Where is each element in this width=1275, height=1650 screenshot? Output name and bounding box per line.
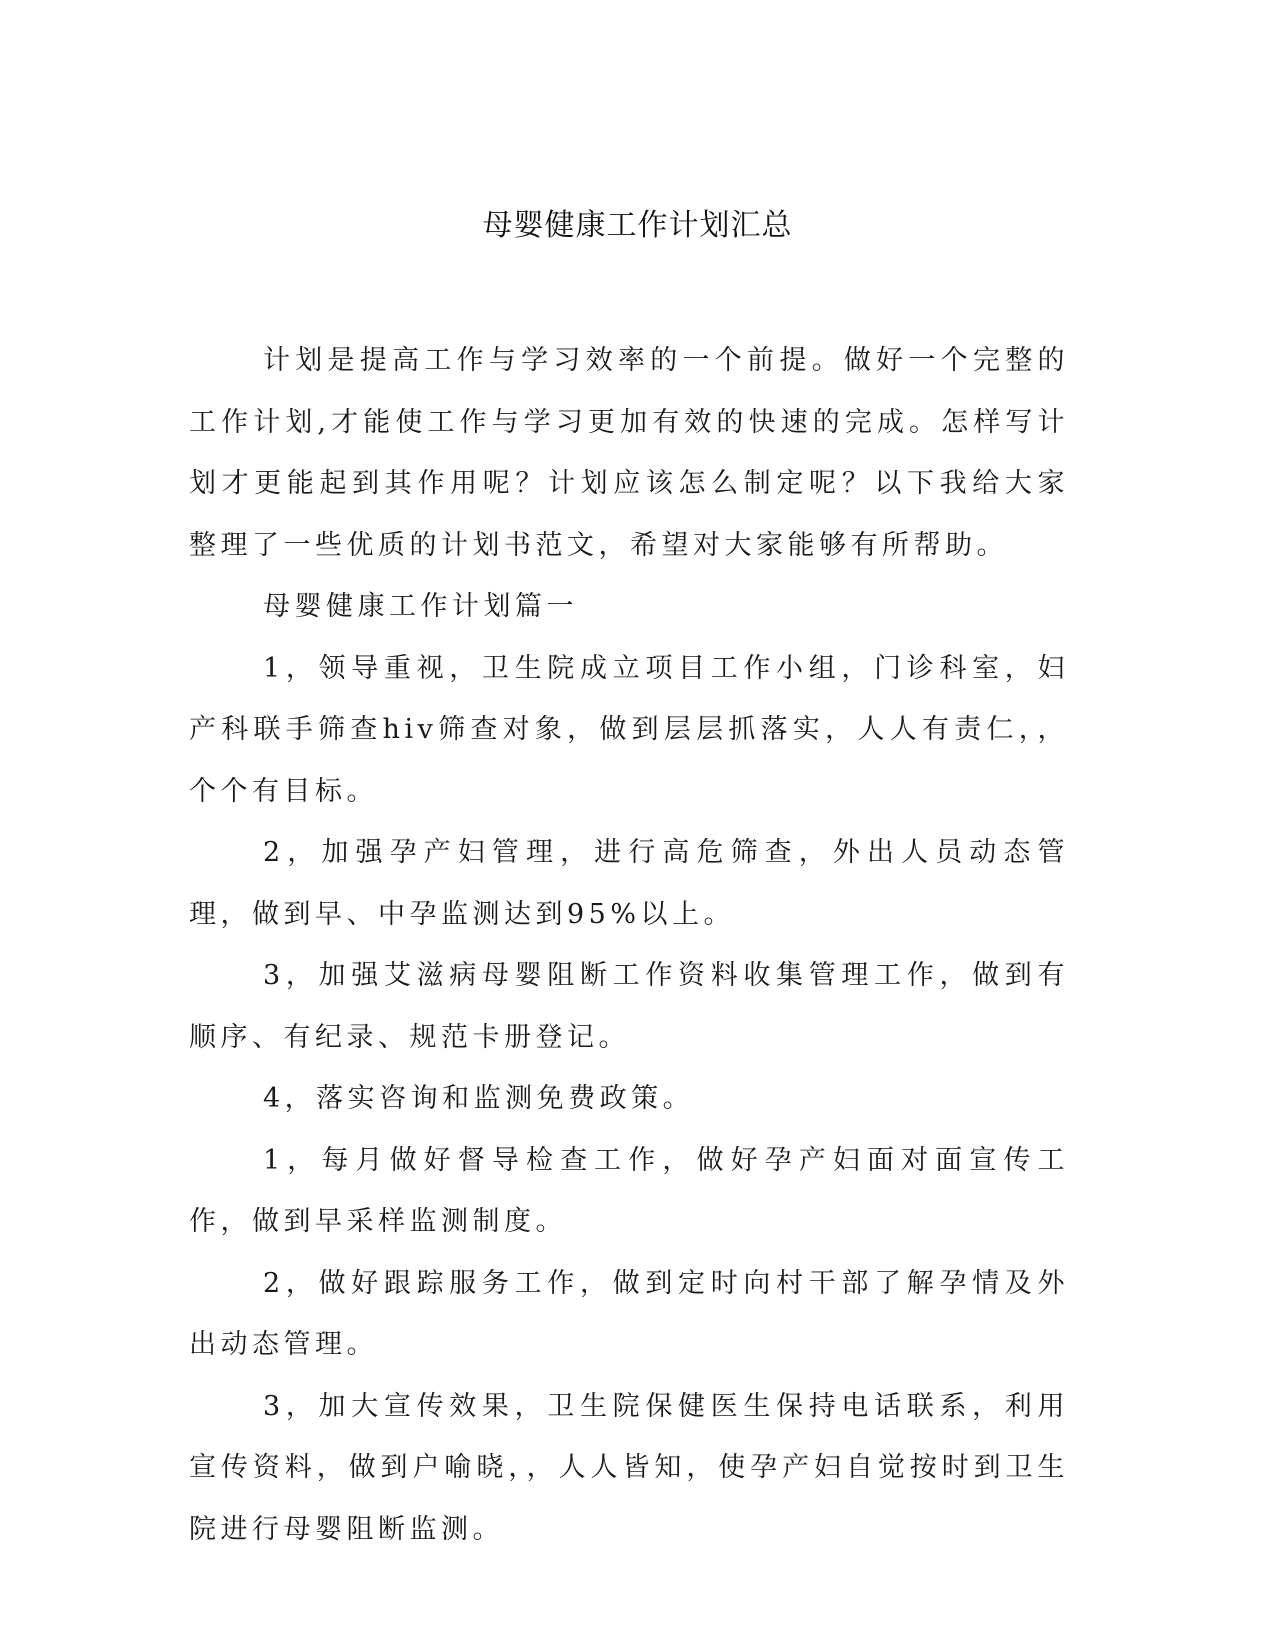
list-item: 2，做好跟踪服务工作，做到定时向村干部了解孕情及外出动态管理。 [189, 1267, 1069, 1360]
list-item: 3，加强艾滋病母婴阻断工作资料收集管理工作，做到有顺序、有纪录、规范卡册登记。 [189, 960, 1069, 1053]
list-item: 1，领导重视，卫生院成立项目工作小组，门诊科室，妇产科联手筛查hiv筛查对象，做到层层抓落实，人人有责仁，，个个有目标。 [189, 652, 1069, 807]
document-body [189, 330, 1069, 1560]
intro-paragraph: 计划是提高工作与学习效率的一个前提。做好一个完整的工作计划,才能使工作与学习更加有效的快速的完成。怎样写计划才更能起到其作用呢？计划应该怎么制定呢？以下我给大家整理了一些优质的计划书范文，希望对大家能够有所帮助。 [189, 345, 1069, 561]
list-item: 4，落实咨询和监测免费政策。 [263, 1083, 695, 1114]
document-title: 母婴健康工作计划汇总 [482, 208, 793, 243]
list-item: 3，加大宣传效果，卫生院保健医生保持电话联系，利用宣传资料，做到户喻晓，，人人皆知，使孕产妇自觉按时到卫生院进行母婴阻断监测。 [189, 1390, 1069, 1545]
section-heading: 母婴健康工作计划篇一 [263, 591, 578, 622]
list-item: 1，每月做好督导检查工作，做好孕产妇面对面宣传工作，做到早采样监测制度。 [189, 1144, 1069, 1237]
list-item: 2，加强孕产妇管理，进行高危筛查，外出人员动态管理，做到早、中孕监测达到95%以上。 [189, 837, 1069, 930]
